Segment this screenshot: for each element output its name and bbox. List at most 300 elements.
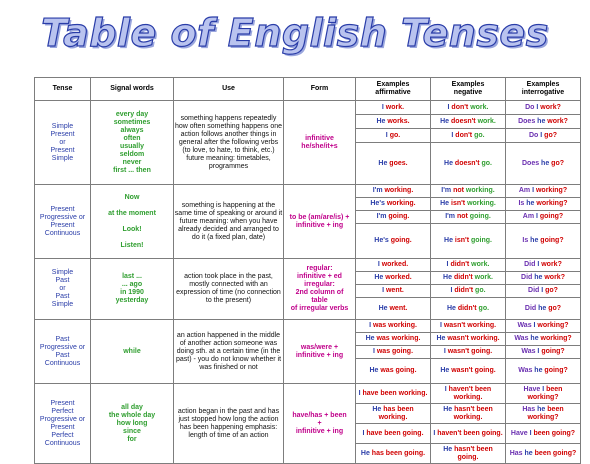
signal-word: always: [120, 126, 144, 134]
example-word: He's: [374, 237, 389, 244]
tense-name-cell: [35, 259, 91, 320]
example-word: I: [358, 389, 361, 397]
example-neg: [431, 101, 506, 115]
example-word: I: [534, 213, 538, 220]
example-word: I: [535, 261, 540, 268]
example-word: Have: [510, 429, 528, 437]
example-aff: [356, 101, 431, 115]
example-word: going.: [386, 213, 410, 220]
example-int: [506, 143, 581, 185]
example-word: Has: [522, 405, 536, 413]
example-aff: [356, 359, 431, 384]
example-int: [506, 444, 581, 464]
tense-name-line: Simple: [51, 301, 74, 308]
example-word: I'm: [376, 213, 387, 220]
example-word: have been going.: [364, 429, 424, 437]
example-word: Did: [524, 304, 537, 312]
example-int: [506, 185, 581, 198]
signal-word: all day: [121, 403, 143, 411]
example-word: I'm: [445, 213, 456, 220]
example-word: He: [444, 159, 453, 167]
example-word: I'm: [441, 187, 452, 194]
example-word: I: [433, 429, 436, 437]
header-signal-words: Signal words: [91, 78, 174, 101]
example-word: hasn't been going.: [452, 445, 493, 461]
example-word: go?: [542, 131, 557, 139]
signal-words-cell: [91, 259, 174, 320]
header-tense: Tense: [35, 78, 91, 101]
example-word: he: [532, 274, 543, 281]
tense-name-line: Present: [50, 399, 75, 407]
example-int: [506, 424, 581, 444]
tense-name-line: Progressive or: [39, 343, 86, 351]
example-word: working?: [538, 335, 572, 342]
example-word: I: [539, 287, 544, 294]
example-word: Is: [518, 200, 525, 207]
example-aff: [356, 143, 431, 185]
form-line: have/has + been: [292, 411, 347, 419]
form-line: infinitive + ing: [295, 427, 344, 435]
example-word: goes.: [387, 159, 408, 167]
example-word: going.: [467, 213, 491, 220]
tense-name-line: Present: [50, 130, 75, 138]
signal-words-cell: [91, 101, 174, 185]
signal-word: Look!: [122, 225, 142, 233]
example-word: I: [531, 322, 536, 329]
example-word: he: [528, 237, 539, 244]
example-word: working.: [384, 200, 416, 207]
example-word: going?: [542, 367, 568, 374]
example-neg: [431, 198, 506, 211]
example-word: he: [524, 200, 535, 207]
use-cell: [174, 101, 284, 185]
example-aff: [356, 259, 431, 272]
example-aff: [356, 346, 431, 359]
example-int: [506, 211, 581, 224]
use-cell: [174, 185, 284, 259]
example-neg: [431, 320, 506, 333]
signal-word: at the moment: [108, 209, 156, 217]
example-word: He: [378, 304, 388, 312]
example-word: went.: [384, 287, 404, 294]
header-form: Form: [284, 78, 356, 101]
example-int: [506, 198, 581, 211]
header-aff-line1: Examples: [376, 81, 410, 88]
example-word: didn't: [448, 261, 470, 268]
header-neg-line2: negative: [453, 89, 483, 96]
example-word: working.: [463, 187, 495, 194]
use-text: an action happened in the middle of another action someone was doing sth. at a certain time (in the past) - you do not know whether it was finished or not: [175, 331, 282, 371]
example-word: I: [447, 103, 450, 111]
example-word: I: [439, 322, 442, 329]
example-word: work.: [472, 274, 493, 281]
example-word: he: [536, 304, 547, 312]
example-word: working.: [465, 200, 496, 207]
example-word: he: [535, 117, 546, 125]
tense-name-line: Perfect: [51, 407, 74, 415]
example-word: He: [360, 449, 370, 457]
example-int: [506, 115, 581, 129]
example-word: I: [362, 429, 365, 437]
form-line: irregular:: [304, 281, 335, 288]
example-word: Did: [521, 274, 533, 281]
example-word: go.: [472, 131, 485, 139]
example-neg: [431, 404, 506, 424]
example-word: wasn't working.: [441, 322, 497, 329]
example-word: didn't: [455, 304, 477, 312]
tense-name-line: Continuous: [44, 229, 81, 237]
example-word: I: [385, 131, 388, 139]
tense-name-line: Past: [55, 293, 70, 300]
header-neg-line1: Examples: [451, 81, 485, 88]
example-word: he: [532, 367, 543, 374]
example-word: working.: [382, 187, 414, 194]
example-word: He: [443, 445, 453, 453]
example-word: Do: [525, 103, 535, 111]
example-word: Am: [518, 187, 531, 194]
example-aff: [356, 224, 431, 259]
example-neg: [431, 424, 506, 444]
example-aff: [356, 129, 431, 143]
example-word: I: [446, 261, 449, 268]
table-row: [35, 185, 581, 198]
example-word: Was: [514, 335, 529, 342]
example-int: [506, 224, 581, 259]
example-neg: [431, 185, 506, 198]
example-word: doesn't: [452, 159, 480, 167]
example-int: [506, 129, 581, 143]
example-word: work?: [539, 261, 562, 268]
use-cell: [174, 259, 284, 320]
signal-word: since: [123, 427, 141, 435]
example-word: haven't been working.: [446, 385, 492, 401]
example-word: been going?: [532, 449, 577, 457]
example-word: working?: [534, 187, 568, 194]
example-word: isn't: [449, 200, 466, 207]
example-word: isn't: [452, 237, 470, 244]
tense-name-line: Simple: [51, 269, 74, 276]
example-word: I: [538, 131, 543, 139]
example-word: was working.: [374, 335, 421, 342]
signal-word: ... ago: [121, 281, 143, 288]
table-row: [35, 320, 581, 333]
example-neg: [431, 115, 506, 129]
example-word: worked.: [383, 274, 412, 281]
tense-name-cell: [35, 320, 91, 384]
example-neg: [431, 346, 506, 359]
header-int-line2: interrogative: [521, 89, 565, 96]
example-aff: [356, 320, 431, 333]
header-examples-negative: [431, 78, 506, 101]
example-word: wasn't going.: [445, 348, 493, 355]
example-aff: [356, 185, 431, 198]
signal-word: last ...: [122, 273, 142, 280]
example-word: I: [381, 103, 384, 111]
tense-name-line: Perfect: [51, 431, 74, 439]
use-cell: [174, 384, 284, 464]
example-word: he: [522, 449, 533, 457]
tense-name-line: Past: [55, 335, 70, 343]
example-word: Am: [522, 213, 535, 220]
example-word: has been working.: [378, 405, 414, 421]
example-word: He: [446, 304, 456, 312]
example-word: He: [440, 367, 450, 374]
form-cell: [284, 320, 356, 384]
example-int: [506, 359, 581, 384]
example-word: He: [376, 117, 386, 125]
tense-name-line: Present: [50, 205, 75, 213]
example-word: I: [382, 287, 385, 294]
example-neg: [431, 272, 506, 285]
example-word: He's: [370, 200, 385, 207]
signal-word: in 1990: [120, 289, 144, 296]
example-word: he: [539, 159, 550, 167]
example-word: going.: [469, 237, 492, 244]
example-aff: [356, 404, 431, 424]
example-neg: [431, 333, 506, 346]
example-word: I: [540, 385, 545, 393]
example-word: was going.: [374, 348, 414, 355]
tense-name-cell: [35, 185, 91, 259]
form-line: infinitive + ed: [297, 273, 342, 280]
example-word: has been going.: [369, 449, 426, 457]
example-int: [506, 285, 581, 298]
example-word: I: [451, 131, 454, 139]
example-aff: [356, 285, 431, 298]
signal-word: sometimes: [113, 118, 151, 126]
signal-word: every day: [115, 110, 149, 118]
example-word: work.: [475, 117, 496, 125]
example-word: I: [369, 322, 372, 329]
example-word: going?: [539, 348, 565, 355]
form-cell: [284, 259, 356, 320]
example-word: I: [534, 103, 539, 111]
example-word: I: [443, 348, 446, 355]
tenses-table: [34, 77, 581, 464]
example-word: go.: [476, 304, 490, 312]
example-word: go?: [546, 304, 562, 312]
form-line: of irregular verbs: [290, 305, 349, 312]
example-word: Did: [524, 261, 536, 268]
example-word: He: [436, 335, 446, 342]
tense-name-line: or: [59, 138, 66, 146]
signal-word: the whole day: [108, 411, 156, 419]
example-word: Does: [518, 117, 536, 125]
example-word: He: [372, 405, 382, 413]
example-word: works.: [385, 117, 410, 125]
example-word: go?: [543, 287, 558, 294]
example-neg: [431, 444, 506, 464]
example-aff: [356, 444, 431, 464]
example-word: been working?: [527, 385, 563, 401]
tense-name-line: Present: [50, 423, 75, 431]
signal-word: [91, 218, 173, 226]
tense-name-line: or: [59, 285, 66, 292]
example-word: hasn't been working.: [452, 405, 493, 421]
example-word: work?: [538, 103, 561, 111]
example-word: wasn't going.: [449, 367, 496, 374]
example-aff: [356, 272, 431, 285]
example-word: go.: [473, 287, 486, 294]
example-aff: [356, 198, 431, 211]
example-word: wasn't working.: [445, 335, 500, 342]
example-aff: [356, 333, 431, 346]
form-cell: [284, 185, 356, 259]
form-line: 2nd column of: [295, 289, 344, 296]
use-text: action began in the past and has just stopped how long the action has been happening emphasis: length of time of an action: [177, 407, 280, 439]
tense-name-line: Present: [50, 221, 75, 229]
tense-name-line: Continuous: [44, 439, 81, 447]
example-word: Was: [521, 348, 536, 355]
header-use: Use: [174, 78, 284, 101]
signal-word: [91, 202, 173, 210]
example-int: [506, 333, 581, 346]
example-aff: [356, 384, 431, 404]
use-text: something happens repeatedly how often something happens one action follows another things in general after the following verbs (to love, to hate, to think, etc.) future meaning: timetables, programmes: [174, 114, 283, 170]
signal-word: often: [123, 134, 141, 142]
example-int: [506, 404, 581, 424]
signal-word: usually: [119, 142, 145, 150]
form-line: regular:: [306, 265, 333, 272]
tense-name-cell: [35, 101, 91, 185]
example-word: I: [372, 348, 375, 355]
page-title: Table of English Tenses: [41, 11, 549, 55]
example-word: I: [530, 187, 535, 194]
tense-name-line: Past: [55, 351, 70, 359]
example-word: work.: [383, 103, 405, 111]
header-aff-line2: affirmative: [375, 89, 411, 96]
form-cell: [284, 101, 356, 185]
form-line: infinitive + ing: [295, 221, 344, 229]
example-word: Is: [522, 237, 529, 244]
form-line: infinitive + ing: [295, 351, 344, 359]
example-word: been going?: [531, 429, 576, 437]
header-examples-affirmative: [356, 78, 431, 101]
example-neg: [431, 143, 506, 185]
example-word: been working?: [527, 405, 564, 421]
example-neg: [431, 384, 506, 404]
tense-name-line: Simple: [51, 154, 74, 162]
example-aff: [356, 424, 431, 444]
example-word: Have: [523, 385, 541, 393]
signal-words-cell: [91, 185, 174, 259]
example-word: He: [369, 367, 379, 374]
example-word: didn't: [452, 287, 474, 294]
example-neg: [431, 224, 506, 259]
example-word: go.: [479, 159, 492, 167]
signal-word: yesterday: [115, 297, 149, 304]
example-aff: [356, 115, 431, 129]
header-row: [35, 78, 581, 101]
form-line: table: [311, 297, 328, 304]
example-word: Was: [518, 367, 533, 374]
example-aff: [356, 211, 431, 224]
signal-word: seldom: [119, 150, 145, 158]
example-word: Does: [521, 159, 540, 167]
example-neg: [431, 129, 506, 143]
example-word: I: [535, 348, 540, 355]
tense-name-line: Progressive or: [39, 213, 86, 221]
tense-name-cell: [35, 384, 91, 464]
form-line: he/she/it+s: [301, 142, 338, 150]
tense-name-line: Present: [50, 146, 75, 154]
example-word: He: [443, 405, 453, 413]
example-int: [506, 320, 581, 333]
form-line: infinitive: [305, 134, 334, 142]
example-neg: [431, 285, 506, 298]
example-word: working?: [534, 200, 568, 207]
header-int-line1: Examples: [526, 81, 560, 88]
example-word: I: [450, 287, 453, 294]
example-int: [506, 259, 581, 272]
example-neg: [431, 259, 506, 272]
example-neg: [431, 211, 506, 224]
use-cell: [174, 320, 284, 384]
example-int: [506, 101, 581, 115]
example-word: going.: [388, 237, 412, 244]
example-word: working?: [535, 322, 569, 329]
example-word: work?: [545, 117, 568, 125]
example-word: He: [440, 200, 450, 207]
example-word: Did: [528, 287, 540, 294]
example-word: haven't been going.: [435, 429, 503, 437]
example-word: He: [378, 159, 388, 167]
example-word: He: [444, 237, 453, 244]
example-word: didn't: [452, 274, 473, 281]
example-int: [506, 346, 581, 359]
example-word: was working.: [371, 322, 417, 329]
example-word: doesn't: [449, 117, 476, 125]
signal-word: never: [122, 158, 142, 166]
example-word: he: [528, 335, 539, 342]
example-word: I: [444, 385, 447, 393]
example-int: [506, 298, 581, 320]
example-word: He: [365, 335, 375, 342]
signal-words-cell: [91, 384, 174, 464]
example-int: [506, 272, 581, 285]
signal-word: Listen!: [120, 241, 144, 249]
example-word: went.: [387, 304, 408, 312]
example-neg: [431, 298, 506, 320]
example-word: Has: [509, 449, 523, 457]
signal-word: [91, 234, 173, 242]
tense-name-line: Past: [55, 277, 70, 284]
example-word: work.: [469, 261, 490, 268]
example-aff: [356, 298, 431, 320]
table-row: [35, 101, 581, 115]
use-text: action took place in the past, mostly connected with an expression of time (no connection to the present): [176, 273, 281, 304]
example-int: [506, 384, 581, 404]
example-word: I'm: [372, 187, 383, 194]
example-word: have been working.: [360, 389, 428, 397]
example-word: I: [527, 429, 532, 437]
signal-words-cell: [91, 320, 174, 384]
example-word: work?: [542, 274, 565, 281]
use-text: something is happening at the same time of speaking or around it future meaning: when you have already decided and arranged to do it (a fixed plan, date): [174, 201, 283, 241]
example-word: go.: [387, 131, 401, 139]
form-cell: [284, 384, 356, 464]
tense-name-line: Progressive or: [39, 415, 86, 423]
signal-word: Now: [124, 193, 140, 201]
example-word: go?: [549, 159, 565, 167]
table-row: [35, 384, 581, 404]
signal-word: for: [127, 435, 137, 443]
form-line: +: [317, 419, 322, 427]
example-word: was going.: [378, 367, 417, 374]
signal-word: first ... then: [113, 166, 151, 174]
example-word: He: [443, 274, 452, 281]
example-word: Do: [528, 131, 539, 139]
